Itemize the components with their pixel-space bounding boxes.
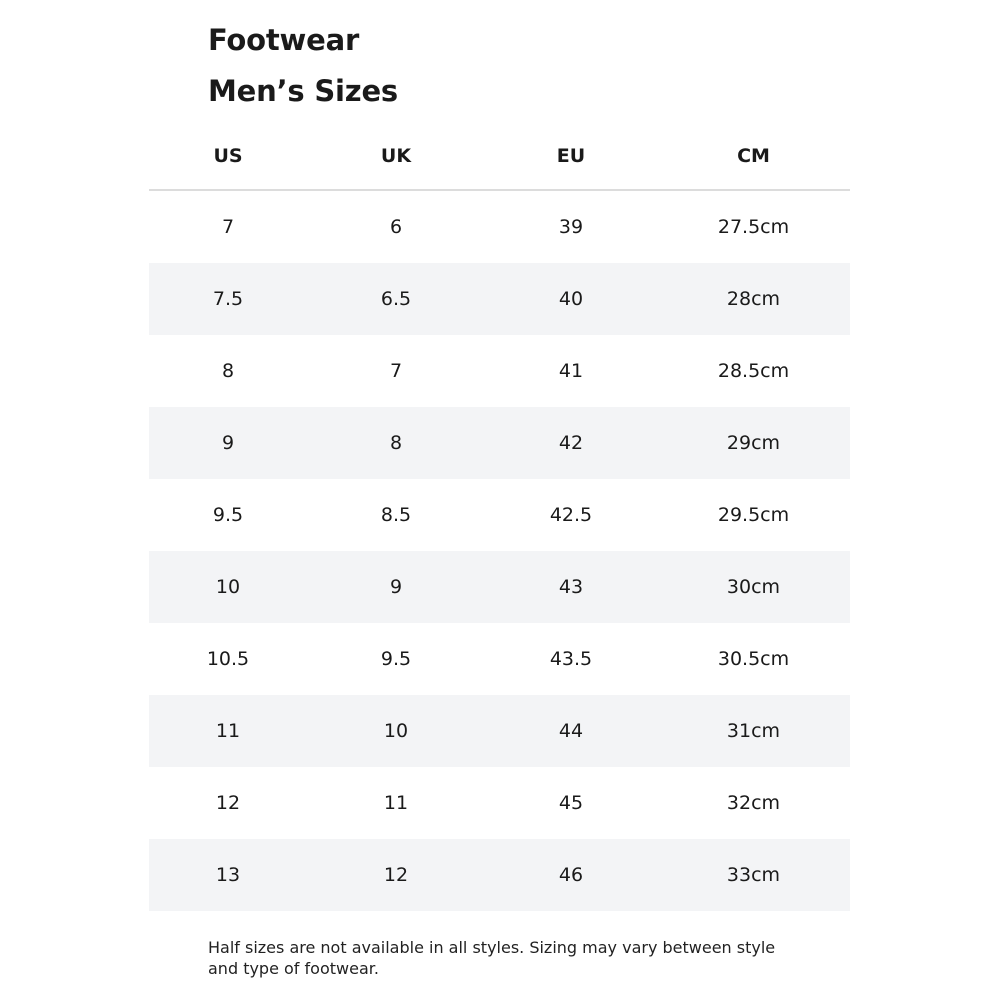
table-row xyxy=(149,839,850,911)
column-header-cm: CM xyxy=(737,145,770,167)
cell-cm: 30cm xyxy=(726,575,781,598)
table-row xyxy=(149,695,850,767)
cell-uk: 8.5 xyxy=(380,503,412,526)
table-row xyxy=(149,767,850,839)
cell-us: 13 xyxy=(215,863,241,886)
cell-eu: 44 xyxy=(558,719,584,742)
cell-uk: 10 xyxy=(383,719,409,742)
cell-cm: 32cm xyxy=(726,791,781,814)
cell-uk: 6 xyxy=(389,215,403,238)
cell-cm: 30.5cm xyxy=(717,647,790,670)
cell-eu: 46 xyxy=(558,863,584,886)
table-row xyxy=(149,263,850,335)
cell-uk: 6.5 xyxy=(380,287,412,310)
cell-eu: 41 xyxy=(558,359,584,382)
cell-uk: 9 xyxy=(389,575,403,598)
cell-eu: 45 xyxy=(558,791,584,814)
cell-eu: 42 xyxy=(558,431,584,454)
table-row xyxy=(149,335,850,407)
cell-cm: 33cm xyxy=(726,863,781,886)
cell-eu: 40 xyxy=(558,287,584,310)
cell-cm: 29cm xyxy=(726,431,781,454)
cell-us: 10.5 xyxy=(206,647,250,670)
cell-cm: 27.5cm xyxy=(717,215,790,238)
cell-eu: 43 xyxy=(558,575,584,598)
cell-eu: 43.5 xyxy=(549,647,593,670)
cell-cm: 29.5cm xyxy=(717,503,790,526)
table-row xyxy=(149,479,850,551)
cell-cm: 28cm xyxy=(726,287,781,310)
cell-uk: 8 xyxy=(389,431,403,454)
cell-us: 12 xyxy=(215,791,241,814)
cell-uk: 7 xyxy=(389,359,403,382)
table-row xyxy=(149,407,850,479)
sizing-footnote: Half sizes are not available in all styles. Sizing may vary between style and type of footwear. xyxy=(208,938,776,978)
table-row xyxy=(149,551,850,623)
cell-us: 11 xyxy=(215,719,241,742)
table-row xyxy=(149,191,850,263)
cell-eu: 42.5 xyxy=(549,503,593,526)
cell-us: 9 xyxy=(221,431,235,454)
size-chart-table xyxy=(149,122,850,911)
cell-cm: 28.5cm xyxy=(717,359,790,382)
cell-uk: 9.5 xyxy=(380,647,412,670)
table-header-row xyxy=(149,122,850,191)
cell-us: 9.5 xyxy=(212,503,244,526)
table-row xyxy=(149,623,850,695)
cell-eu: 39 xyxy=(558,215,584,238)
cell-uk: 11 xyxy=(383,791,409,814)
column-header-us: US xyxy=(213,145,243,167)
column-header-eu: EU xyxy=(556,145,586,167)
cell-us: 7.5 xyxy=(212,287,244,310)
section-title: Footwear xyxy=(208,23,360,57)
column-header-uk: UK xyxy=(380,145,412,167)
page-title: Men’s Sizes xyxy=(208,74,398,108)
cell-us: 10 xyxy=(215,575,241,598)
cell-uk: 12 xyxy=(383,863,409,886)
cell-us: 7 xyxy=(221,215,235,238)
cell-us: 8 xyxy=(221,359,235,382)
cell-cm: 31cm xyxy=(726,719,781,742)
